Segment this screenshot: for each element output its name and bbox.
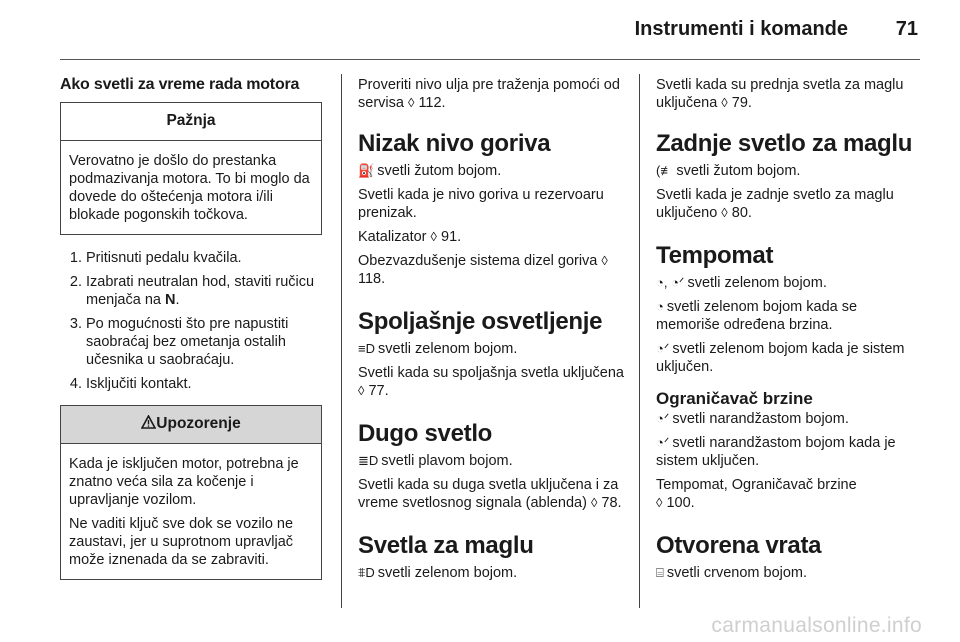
heading-fuel: Nizak nivo goriva bbox=[358, 130, 551, 157]
column-right bbox=[656, 76, 922, 588]
cruise-control-icon: ◔, ◔ᐟ bbox=[656, 275, 685, 290]
page-ref-icon: ◊ bbox=[601, 253, 608, 268]
speed-limiter-icon: ◔ᐟ bbox=[656, 411, 670, 426]
page-number: 71 bbox=[895, 18, 918, 40]
rear-fog-light-icon: (≢ bbox=[656, 163, 674, 178]
paragraph: ◔ᐟ svetli narandžastom bojom kada je sistem uključen. bbox=[656, 435, 896, 469]
paragraph: Svetli kada je zadnje svetlo za maglu uključeno ◊ 80. bbox=[656, 187, 894, 221]
paragraph: ⌸ svetli crvenom bojom. bbox=[656, 565, 808, 581]
paragraph: ◔ᐟ svetli narandžastom bojom. bbox=[656, 411, 849, 427]
cruise-control-icon: ◔ bbox=[656, 299, 664, 314]
front-fog-light-icon: ⩨D bbox=[358, 565, 375, 580]
paragraph: ⛽ svetli žutom bojom. bbox=[358, 163, 502, 179]
heading-fog-lights: Svetla za maglu bbox=[358, 532, 534, 559]
warning-text: Ne vaditi ključ sve dok se vozilo ne zaustavi, jer u suprotnom upravljač može iznenada da se zabraviti. bbox=[69, 516, 294, 568]
high-beam-icon: ≣D bbox=[358, 453, 379, 468]
warning-triangle-icon bbox=[141, 415, 156, 429]
header-divider bbox=[60, 59, 920, 60]
column-divider bbox=[639, 74, 640, 608]
paragraph: Svetli kada su duga svetla uključena i za vreme svetlosnog signala (ablenda) ◊ 78. bbox=[358, 477, 622, 511]
door-open-icon: ⌸ bbox=[656, 565, 664, 580]
paragraph: ⩨D svetli zelenom bojom. bbox=[358, 565, 518, 581]
heading-open-door: Otvorena vrata bbox=[656, 532, 822, 559]
page-ref-icon: ◊ bbox=[721, 205, 728, 220]
heading-cruise-control: Tempomat bbox=[656, 242, 774, 269]
cruise-control-on-icon: ◔ᐟ bbox=[656, 341, 670, 356]
page-ref-icon: ◊ bbox=[407, 95, 415, 110]
notice-heading: Pažnja bbox=[61, 103, 321, 141]
paragraph: Svetli kada su prednja svetla za maglu uključena ◊ 79. bbox=[656, 77, 904, 111]
heading-speed-limiter: Ograničavač brzine bbox=[656, 389, 813, 408]
paragraph: ≣D svetli plavom bojom. bbox=[358, 453, 513, 469]
page-ref-icon: ◊ bbox=[590, 495, 598, 510]
column-middle bbox=[358, 76, 624, 588]
heading-high-beam: Dugo svetlo bbox=[358, 420, 493, 447]
page-ref-icon: ◊ bbox=[656, 495, 663, 510]
paragraph: ◔ᐟ svetli zelenom bojom kada je sistem uključen. bbox=[656, 341, 905, 375]
paragraph: Obezvazdušenje sistema dizel goriva ◊ 118. bbox=[358, 253, 608, 287]
steps-list bbox=[60, 249, 322, 393]
paragraph: Katalizator ◊ 91. bbox=[358, 229, 462, 245]
warning-heading: Upozorenje bbox=[61, 406, 321, 444]
paragraph: Svetli kada su spoljašnja svetla uključena ◊ 77. bbox=[358, 365, 624, 399]
column-divider bbox=[341, 74, 342, 608]
paragraph: ◔, ◔ᐟ svetli zelenom bojom. bbox=[656, 275, 827, 291]
paragraph: Proveriti nivo ulja pre traženja pomoći od servisa ◊ 112. bbox=[358, 77, 620, 111]
paragraph: ◔ svetli zelenom bojom kada se memoriše određena brzina. bbox=[656, 299, 858, 333]
paragraph: Tempomat, Ograničavač brzine ◊ 100. bbox=[656, 477, 857, 511]
notice-box bbox=[60, 102, 322, 235]
page-ref-icon: ◊ bbox=[430, 229, 437, 244]
paragraph: Svetli kada je nivo goriva u rezervoaru prenizak. bbox=[358, 187, 604, 221]
paragraph: ≡D svetli zelenom bojom. bbox=[358, 341, 518, 357]
exterior-light-icon: ≡D bbox=[358, 341, 375, 356]
section-title: Ako svetli za vreme rada motora bbox=[60, 76, 300, 93]
fuel-pump-icon: ⛽ bbox=[358, 163, 375, 178]
notice-text: Verovatno je došlo do prestanka podmazivanja motora. To bi moglo da dovede do oštećenja motora i/ili blokade pogonskih točkova. bbox=[69, 153, 310, 223]
header-title: Instrumenti i komande bbox=[634, 18, 848, 40]
warning-text: Kada je isključen motor, potrebna je znatno veća sila za kočenje i upravljanje vozilom. bbox=[69, 456, 299, 508]
watermark: carmanualsonline.info bbox=[711, 614, 922, 637]
list-item: 1. Pritisnuti pedalu kvačila. bbox=[86, 249, 322, 267]
list-item: 3. Po mogućnosti što pre napustiti saobraćaj bez ometanja ostalih učesnika u saobraćaju. bbox=[86, 315, 322, 369]
page-ref-icon: ◊ bbox=[358, 383, 365, 398]
list-item: 4. Isključiti kontakt. bbox=[86, 375, 322, 393]
paragraph: (≢ svetli žutom bojom. bbox=[656, 163, 801, 179]
heading-exterior-light: Spoljašnje osvetljenje bbox=[358, 308, 603, 335]
column-left bbox=[60, 76, 322, 594]
warning-box bbox=[60, 405, 322, 580]
list-item: 2. Izabrati neutralan hod, staviti ručicu menjača na N. bbox=[86, 273, 322, 309]
page-ref-icon: ◊ bbox=[721, 95, 728, 110]
speed-limiter-icon: ◔ᐟ bbox=[656, 435, 670, 450]
heading-rear-fog-light: Zadnje svetlo za maglu bbox=[656, 130, 913, 157]
